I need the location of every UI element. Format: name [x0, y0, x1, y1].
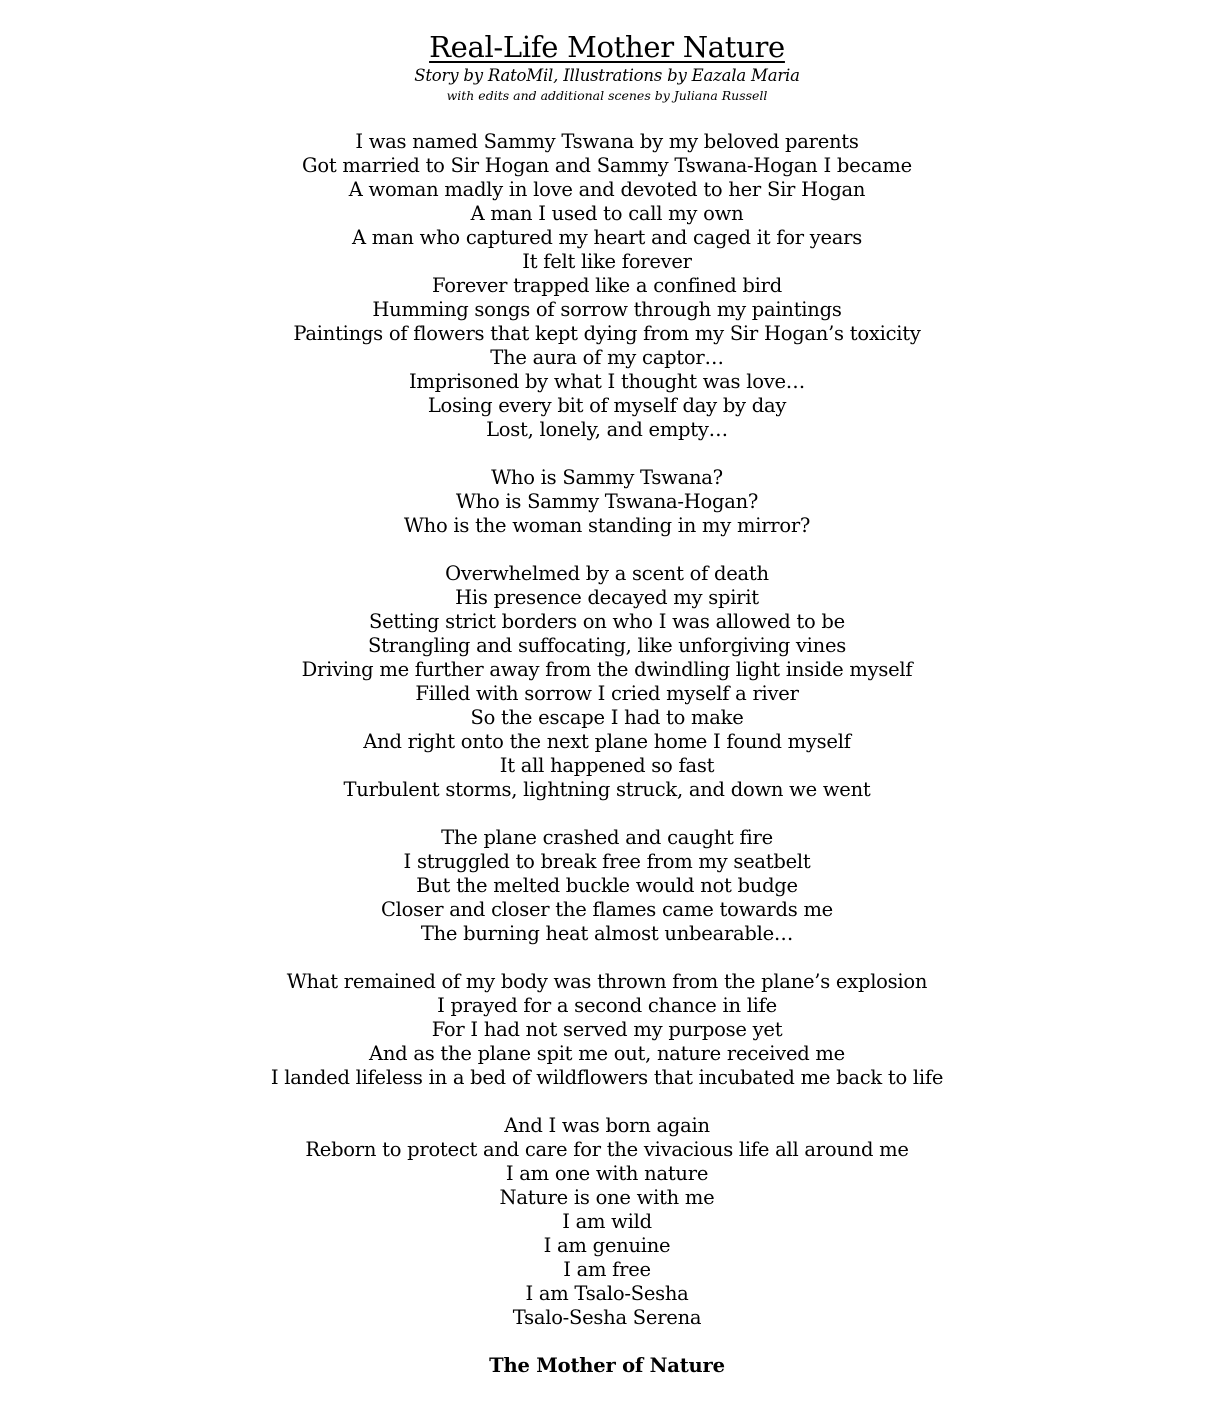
document-title: Real-Life Mother Nature — [429, 30, 785, 64]
stanza-6 — [0, 1114, 1214, 1330]
poem-line: For I had not served my purpose yet — [431, 1018, 783, 1041]
poem-line: I am free — [563, 1258, 651, 1281]
poem-line: Got married to Sir Hogan and Sammy Tswana-Hogan I became — [302, 154, 912, 177]
stanza-4 — [0, 826, 1214, 946]
poem-line: And as the plane spit me out, nature received me — [369, 1042, 845, 1065]
closing-line: The Mother of Nature — [489, 1354, 725, 1377]
edits-credit: with edits and additional scenes by Juliana Russell — [446, 88, 768, 103]
poem-line: A man I used to call my own — [470, 202, 744, 225]
poem-line: Humming songs of sorrow through my paintings — [372, 298, 842, 321]
poem-line: I struggled to break free from my seatbelt — [403, 850, 811, 873]
poem-line: Who is the woman standing in my mirror? — [403, 514, 811, 537]
poem-line: A woman madly in love and devoted to her Sir Hogan — [348, 178, 866, 201]
poem-line: Imprisoned by what I thought was love… — [408, 370, 806, 393]
poem-line: Paintings of flowers that kept dying from my Sir Hogan’s toxicity — [293, 322, 921, 345]
poem-line: Overwhelmed by a scent of death — [445, 562, 769, 585]
poem-line: It all happened so fast — [499, 754, 715, 777]
stanza-3 — [0, 562, 1214, 802]
poem-line: His presence decayed my spirit — [455, 586, 759, 609]
stanza-1 — [0, 130, 1214, 442]
poem-line: What remained of my body was thrown from the plane’s explosion — [286, 970, 928, 993]
poem-line: Forever trapped like a confined bird — [432, 274, 782, 297]
poem-line: Turbulent storms, lightning struck, and down we went — [343, 778, 871, 801]
poem-line: Losing every bit of myself day by day — [427, 394, 787, 417]
poem-line: And right onto the next plane home I found myself — [363, 730, 851, 753]
poem-line: And I was born again — [504, 1114, 710, 1137]
poem-line: Lost, lonely, and empty… — [486, 418, 728, 441]
poem-line: Closer and closer the flames came towards me — [381, 898, 833, 921]
poem-line: Who is Sammy Tswana-Hogan? — [455, 490, 759, 513]
poem-line: Filled with sorrow I cried myself a river — [415, 682, 799, 705]
poem-line: I am Tsalo-Sesha — [525, 1282, 689, 1305]
poem-line: I was named Sammy Tswana by my beloved parents — [355, 130, 859, 153]
poem-line: Reborn to protect and care for the vivacious life all around me — [305, 1138, 909, 1161]
poem-line: I am genuine — [543, 1234, 671, 1257]
poem-line: I prayed for a second chance in life — [437, 994, 777, 1017]
poem-line: It felt like forever — [522, 250, 692, 273]
poem-line: A man who captured my heart and caged it for years — [352, 226, 862, 249]
poem-line: Tsalo-Sesha Serena — [512, 1306, 702, 1329]
poem-body — [0, 130, 1214, 1378]
poem-line: I am wild — [562, 1210, 652, 1233]
poem-line: But the melted buckle would not budge — [416, 874, 798, 897]
poem-line: The burning heat almost unbearable… — [420, 922, 794, 945]
poem-line: I landed lifeless in a bed of wildflowers that incubated me back to life — [270, 1066, 944, 1089]
poem-line: Driving me further away from the dwindling light inside myself — [301, 658, 913, 681]
poem-line: Who is Sammy Tswana? — [491, 466, 723, 489]
stanza-5 — [0, 970, 1214, 1090]
poem-line: The aura of my captor… — [490, 346, 724, 369]
author-byline: Story by RatoMil, Illustrations by Eazala Maria — [414, 66, 800, 85]
poem-line: Nature is one with me — [499, 1186, 715, 1209]
poem-line: Strangling and suffocating, like unforgiving vines — [367, 634, 847, 657]
stanza-2 — [0, 466, 1214, 538]
poem-line: So the escape I had to make — [470, 706, 744, 729]
poem-line: I am one with nature — [505, 1162, 709, 1185]
poem-line: Setting strict borders on who I was allowed to be — [369, 610, 845, 633]
poem-line: The plane crashed and caught fire — [441, 826, 773, 849]
